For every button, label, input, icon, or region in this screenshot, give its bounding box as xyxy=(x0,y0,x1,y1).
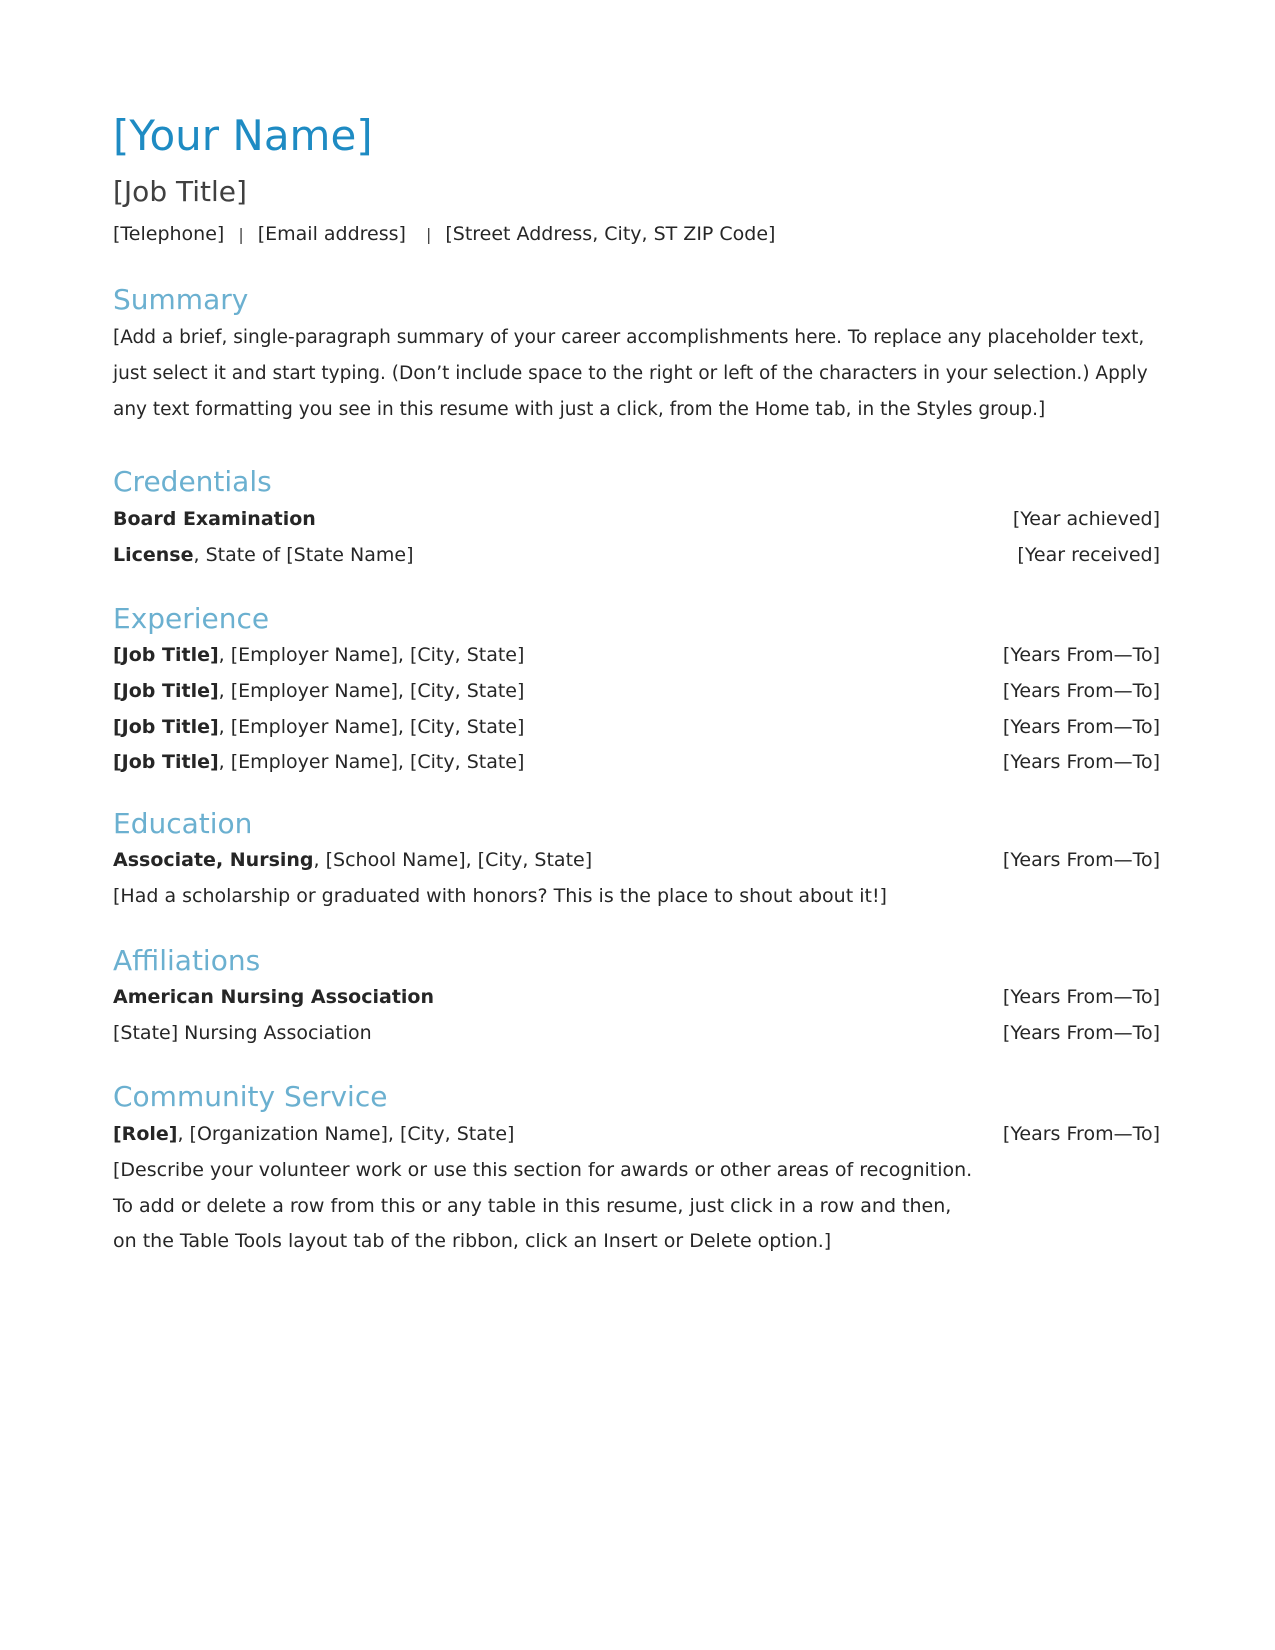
credentials-section xyxy=(113,464,1160,574)
row-date: [Years From—To] xyxy=(1002,715,1160,738)
row-description xyxy=(113,674,524,710)
row-title: Associate, Nursing xyxy=(113,849,314,871)
description-line: To add or delete a row from this or any table in this resume, just click in a row and then, xyxy=(113,1194,952,1217)
section-heading-summary: Summary xyxy=(113,283,249,316)
table-row[interactable] xyxy=(113,638,1160,674)
section-heading-education: Education xyxy=(113,807,253,840)
email-address[interactable]: [Email address] xyxy=(257,223,406,245)
separator: | xyxy=(425,225,432,244)
education-note[interactable]: [Had a scholarship or graduated with honors? This is the place to shout about it!] xyxy=(113,884,887,907)
education-table xyxy=(113,843,1160,879)
section-heading-community-service: Community Service xyxy=(113,1080,388,1113)
row-title: Board Examination xyxy=(113,508,316,530)
description-line: on the Table Tools layout tab of the ribbon, click an Insert or Delete option.] xyxy=(113,1230,832,1253)
contact-line xyxy=(113,221,775,248)
affiliations-table xyxy=(113,980,1160,1052)
table-row[interactable] xyxy=(113,502,1160,538)
telephone[interactable]: [Telephone] xyxy=(113,223,225,245)
row-date: [Year received] xyxy=(1017,543,1160,566)
row-details: , [Employer Name], [City, State] xyxy=(218,715,525,738)
row-description xyxy=(113,745,524,781)
row-title: [Job Title] xyxy=(113,644,219,666)
table-row[interactable] xyxy=(113,1016,1160,1052)
row-description xyxy=(113,1016,372,1052)
affiliations-section xyxy=(113,943,1160,1052)
row-date: [Years From—To] xyxy=(1002,1123,1160,1145)
table-row[interactable] xyxy=(113,538,1160,574)
table-row[interactable] xyxy=(113,710,1160,746)
community-service-table xyxy=(113,1117,1160,1153)
row-date: [Years From—To] xyxy=(1002,986,1160,1008)
row-description xyxy=(113,710,524,746)
table-row[interactable] xyxy=(113,674,1160,710)
row-description xyxy=(113,1117,514,1153)
table-row[interactable] xyxy=(113,1117,1160,1153)
table-row[interactable] xyxy=(113,980,1160,1016)
table-row[interactable] xyxy=(113,843,1160,879)
row-date: [Years From—To] xyxy=(1002,849,1160,871)
row-details: [State] Nursing Association xyxy=(113,1021,372,1044)
row-title: License xyxy=(113,543,194,566)
row-title: [Job Title] xyxy=(113,751,219,774)
row-details: , [Employer Name], [City, State] xyxy=(218,644,525,666)
row-description xyxy=(113,502,316,538)
education-section xyxy=(113,806,1160,915)
row-title: [Job Title] xyxy=(113,679,219,702)
row-description xyxy=(113,843,592,879)
community-service-section xyxy=(113,1079,1160,1260)
section-heading-credentials: Credentials xyxy=(113,465,272,498)
row-details: , [Organization Name], [City, State] xyxy=(177,1123,515,1145)
row-title: [Job Title] xyxy=(113,715,219,738)
community-service-description[interactable] xyxy=(113,1153,1160,1260)
row-title: American Nursing Association xyxy=(113,986,435,1008)
row-date: [Year achieved] xyxy=(1012,508,1160,530)
row-details: , [Employer Name], [City, State] xyxy=(218,751,525,774)
row-details: , State of [State Name] xyxy=(193,543,414,566)
row-date: [Years From—To] xyxy=(1002,679,1160,702)
summary-section xyxy=(113,282,1160,427)
street-address[interactable]: [Street Address, City, ST ZIP Code] xyxy=(445,223,776,245)
experience-table xyxy=(113,638,1160,781)
row-details: , [School Name], [City, State] xyxy=(313,849,593,871)
separator: | xyxy=(238,225,244,244)
row-title: [Role] xyxy=(113,1123,178,1145)
row-description xyxy=(113,538,413,574)
row-description xyxy=(113,638,524,674)
section-heading-affiliations: Affiliations xyxy=(113,944,261,977)
resume-job-title[interactable]: [Job Title] xyxy=(113,175,247,208)
description-line: [Describe your volunteer work or use this section for awards or other areas of recognition. xyxy=(113,1158,973,1181)
section-heading-experience: Experience xyxy=(113,602,270,635)
row-description xyxy=(113,980,434,1016)
experience-section xyxy=(113,601,1160,781)
row-date: [Years From—To] xyxy=(1002,644,1160,666)
credentials-table xyxy=(113,502,1160,574)
summary-text[interactable]: [Add a brief, single-paragraph summary of your career accomplishments here. To replace any placeholder text, just select it and start typing. (Don’t include space to the right or left of the characters in your selection.) Apply any text formatting you see in this resume with just a click, from the Home tab, in the Styles group.] xyxy=(113,327,1148,420)
row-details: , [Employer Name], [City, State] xyxy=(218,679,525,702)
resume-name[interactable]: [Your Name] xyxy=(113,111,373,160)
row-date: [Years From—To] xyxy=(1002,751,1160,774)
row-date: [Years From—To] xyxy=(1002,1021,1160,1044)
table-row[interactable] xyxy=(113,745,1160,781)
